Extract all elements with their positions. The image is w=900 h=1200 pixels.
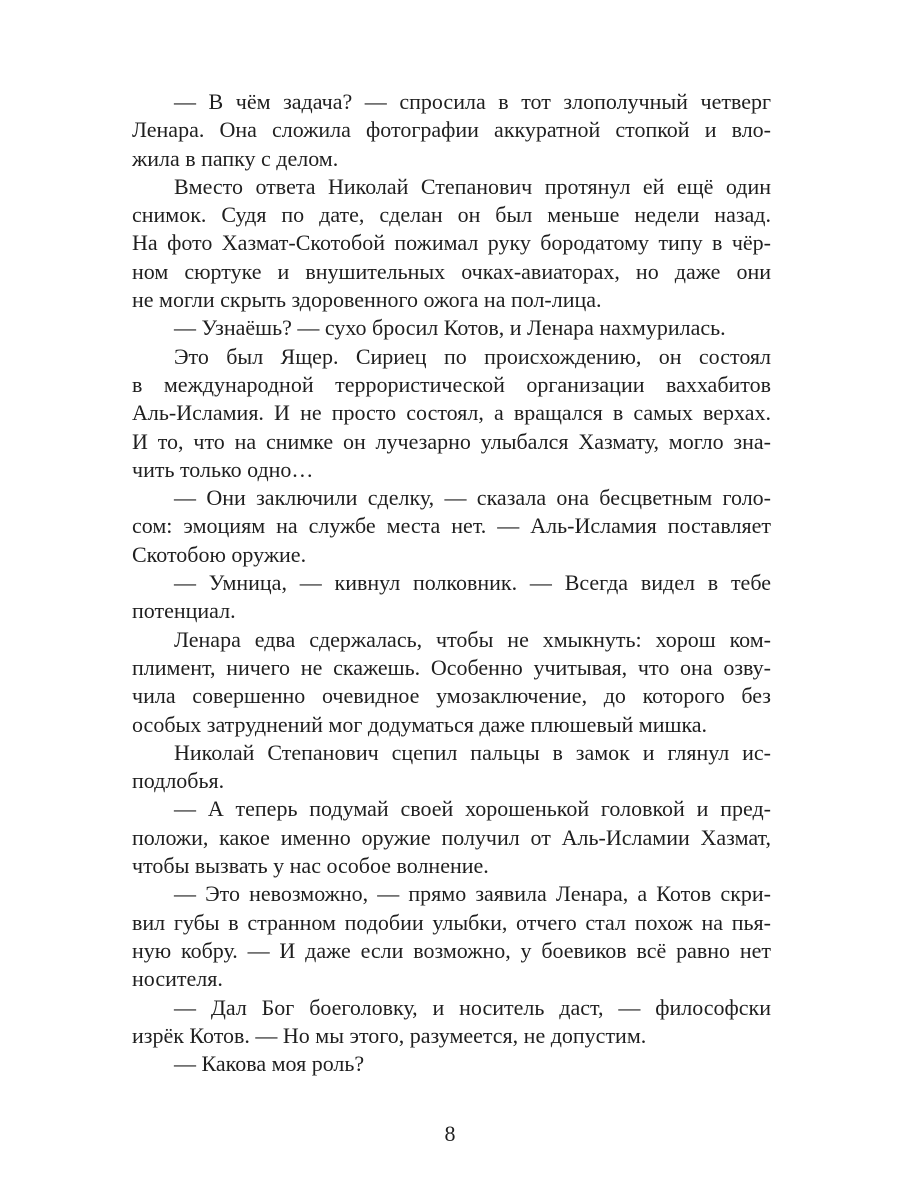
text-line: потенциал. bbox=[132, 598, 236, 624]
text-line: чила совершенно очевидное умозаключение, до которого без bbox=[132, 683, 771, 709]
text-line: На фото Хазмат-Скотобой пожимал руку бородатому типу в чёр- bbox=[132, 230, 771, 256]
paragraph-first-line: Николай Степанович сцепил пальцы в замок и глянул ис- bbox=[174, 739, 771, 765]
text-line: Аль-Исламия. И не просто состоял, а вращался в самых верхах. bbox=[132, 400, 771, 426]
text-line: сом: эмоциям на службе места нет. — Аль-Исламия поставляет bbox=[132, 513, 771, 539]
text-line: положи, какое именно оружие получил от Аль-Исламии Хазмат, bbox=[132, 824, 771, 850]
text-line: И то, что на снимке он лучезарно улыбался Хазмату, могло зна- bbox=[132, 428, 771, 454]
text-line: не могли скрыть здоровенного ожога на пол-лица. bbox=[132, 287, 602, 313]
paragraph-first-line: — Это невозможно, — прямо заявила Ленара, а Котов скри- bbox=[174, 881, 771, 907]
paragraph-first-line: Вместо ответа Николай Степанович протянул ей ещё один bbox=[174, 173, 771, 199]
text-line: вил губы в странном подобии улыбки, отчего стал похож на пья- bbox=[132, 909, 771, 935]
paragraph-first-line: — Дал Бог боеголовку, и носитель даст, — философски bbox=[174, 994, 771, 1020]
paragraph-first-line: — Умница, — кивнул полковник. — Всегда видел в тебе bbox=[174, 570, 771, 596]
text-line: подлобья. bbox=[132, 768, 225, 794]
paragraph-first-line: — В чём задача? — спросила в тот злополучный четверг bbox=[174, 89, 771, 114]
text-line: Скотобою оружие. bbox=[132, 541, 307, 567]
text-line: жила в папку с делом. bbox=[132, 145, 339, 171]
text-line: плимент, ничего не скажешь. Особенно учитывая, что она озву- bbox=[132, 654, 771, 680]
page-body-text bbox=[132, 88, 771, 1078]
text-line: ном сюртуке и внушительных очках-авиаторах, но даже они bbox=[132, 258, 771, 284]
paragraph-first-line: Это был Ящер. Сириец по происхождению, он состоял bbox=[174, 343, 771, 369]
text-line: в международной террористической организации ваххабитов bbox=[132, 371, 771, 397]
text-line: ную кобру. — И даже если возможно, у боевиков всё равно нет bbox=[132, 937, 771, 963]
text-line: особых затруднений мог додуматься даже плюшевый мишка. bbox=[132, 711, 708, 737]
text-line: чтобы вызвать у нас особое волнение. bbox=[132, 853, 489, 879]
text-line: носителя. bbox=[132, 966, 223, 992]
text-line: снимок. Судя по дате, сделан он был меньше недели назад. bbox=[132, 202, 771, 228]
text-line: чить только одно… bbox=[132, 456, 314, 482]
paragraph-first-line: — Они заключили сделку, — сказала она бесцветным голо- bbox=[174, 485, 771, 511]
paragraph-first-line: — Узнаёшь? — сухо бросил Котов, и Ленара нахмурилась. bbox=[174, 315, 726, 341]
page-number: 8 bbox=[444, 1121, 456, 1146]
text-line: изрёк Котов. — Но мы этого, разумеется, не допустим. bbox=[132, 1022, 647, 1048]
paragraph-first-line: Ленара едва сдержалась, чтобы не хмыкнуть: хорош ком- bbox=[174, 626, 771, 652]
text-line: Ленара. Она сложила фотографии аккуратной стопкой и вло- bbox=[132, 117, 771, 143]
paragraph-first-line: — Какова моя роль? bbox=[174, 1051, 365, 1077]
paragraph-first-line: — А теперь подумай своей хорошенькой головкой и пред- bbox=[174, 796, 771, 822]
